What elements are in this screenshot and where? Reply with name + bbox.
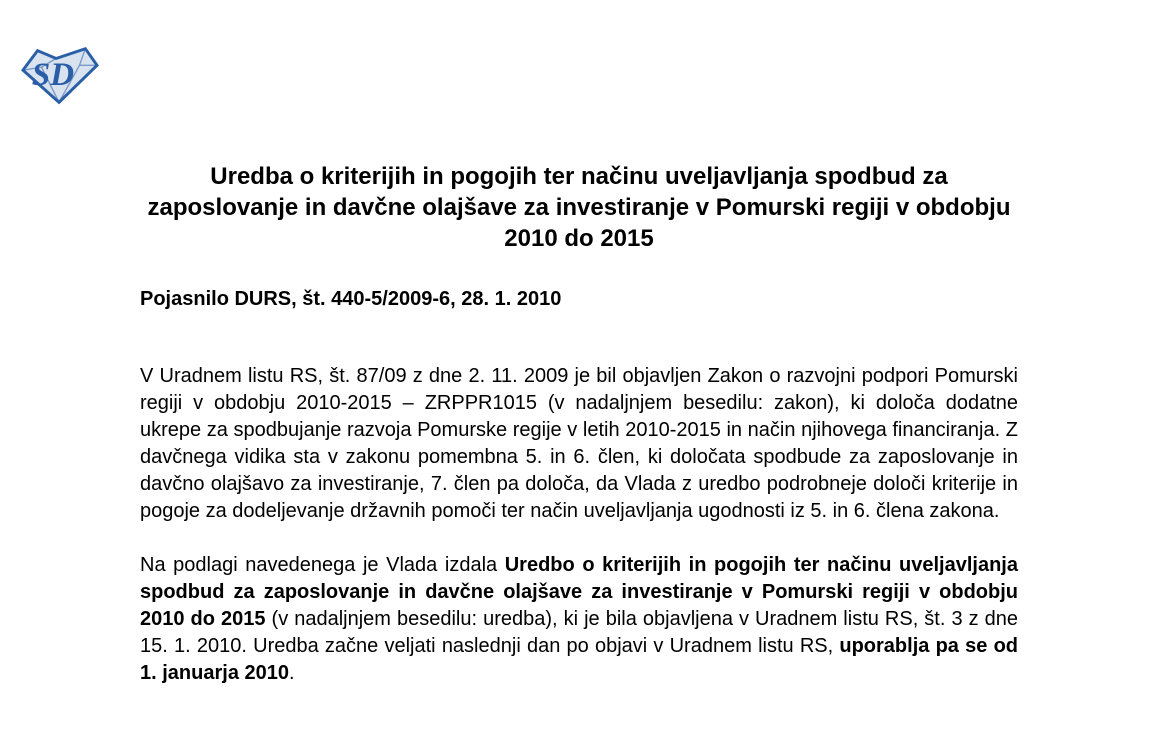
paragraph-segment-bold: uporablja pa se od 1. januarja 2010 — [140, 635, 1018, 684]
paragraph — [140, 552, 1018, 687]
gem-icon — [21, 46, 99, 106]
sd-gem-logo — [21, 46, 99, 106]
document-title: Uredba o kriterijih in pogojih ter načinu uveljavljanja spodbud za zaposlovanje in davčne olajšave za investiranje v Pomurski regiji v obdobju 2010 do 2015 — [147, 163, 1011, 252]
paragraph-segment-bold: Uredbo o kriterijih in pogojih ter načinu uveljavljanja spodbud za zaposlovanje in davčne olajšave za investiranje v Pomurski regiji v obdobju 2010 do 2015 — [140, 554, 1018, 630]
paragraph-segment: V Uradnem listu RS, št. 87/09 z dne 2. 11. 2009 je bil objavljen Zakon o razvojni podpori Pomurski regiji v obdobju 2010-2015 – ZRPPR1015 (v nadaljnjem besedilu: zakon), ki določa dodatne ukrepe za spodbujanje razvoja Pomurske regije v letih 2010-2015 in način njihovega financiranja. Z davčnega vidika sta v zakonu pomembna 5. in 6. člen, ki določata spodbude za zaposlovanje in davčno olajšavo za investiranje, 7. člen pa določa, da Vlada z uredbo podrobneje določi kriterije in pogoje za dodeljevanje državnih pomoči ter način uveljavljanja ugodnosti iz 5. in 6. člena zakona. — [140, 365, 1018, 522]
paragraph-segment: . — [288, 662, 295, 684]
paragraph-segment: Na podlagi navedenega je Vlada izdala — [140, 554, 505, 576]
document-subtitle: Pojasnilo DURS, št. 440-5/2009-6, 28. 1. 2010 — [140, 288, 562, 310]
paragraph-segment: (v nadaljnjem besedilu: uredba), ki je bila objavljena v Uradnem listu RS, št. 3 z dne 15. 1. 2010. Uredba začne veljati naslednji dan po objavi v Uradnem listu RS, — [140, 608, 1019, 657]
paragraph — [140, 363, 1018, 525]
document-body — [140, 363, 1018, 714]
logo-letters: SD — [31, 55, 75, 93]
